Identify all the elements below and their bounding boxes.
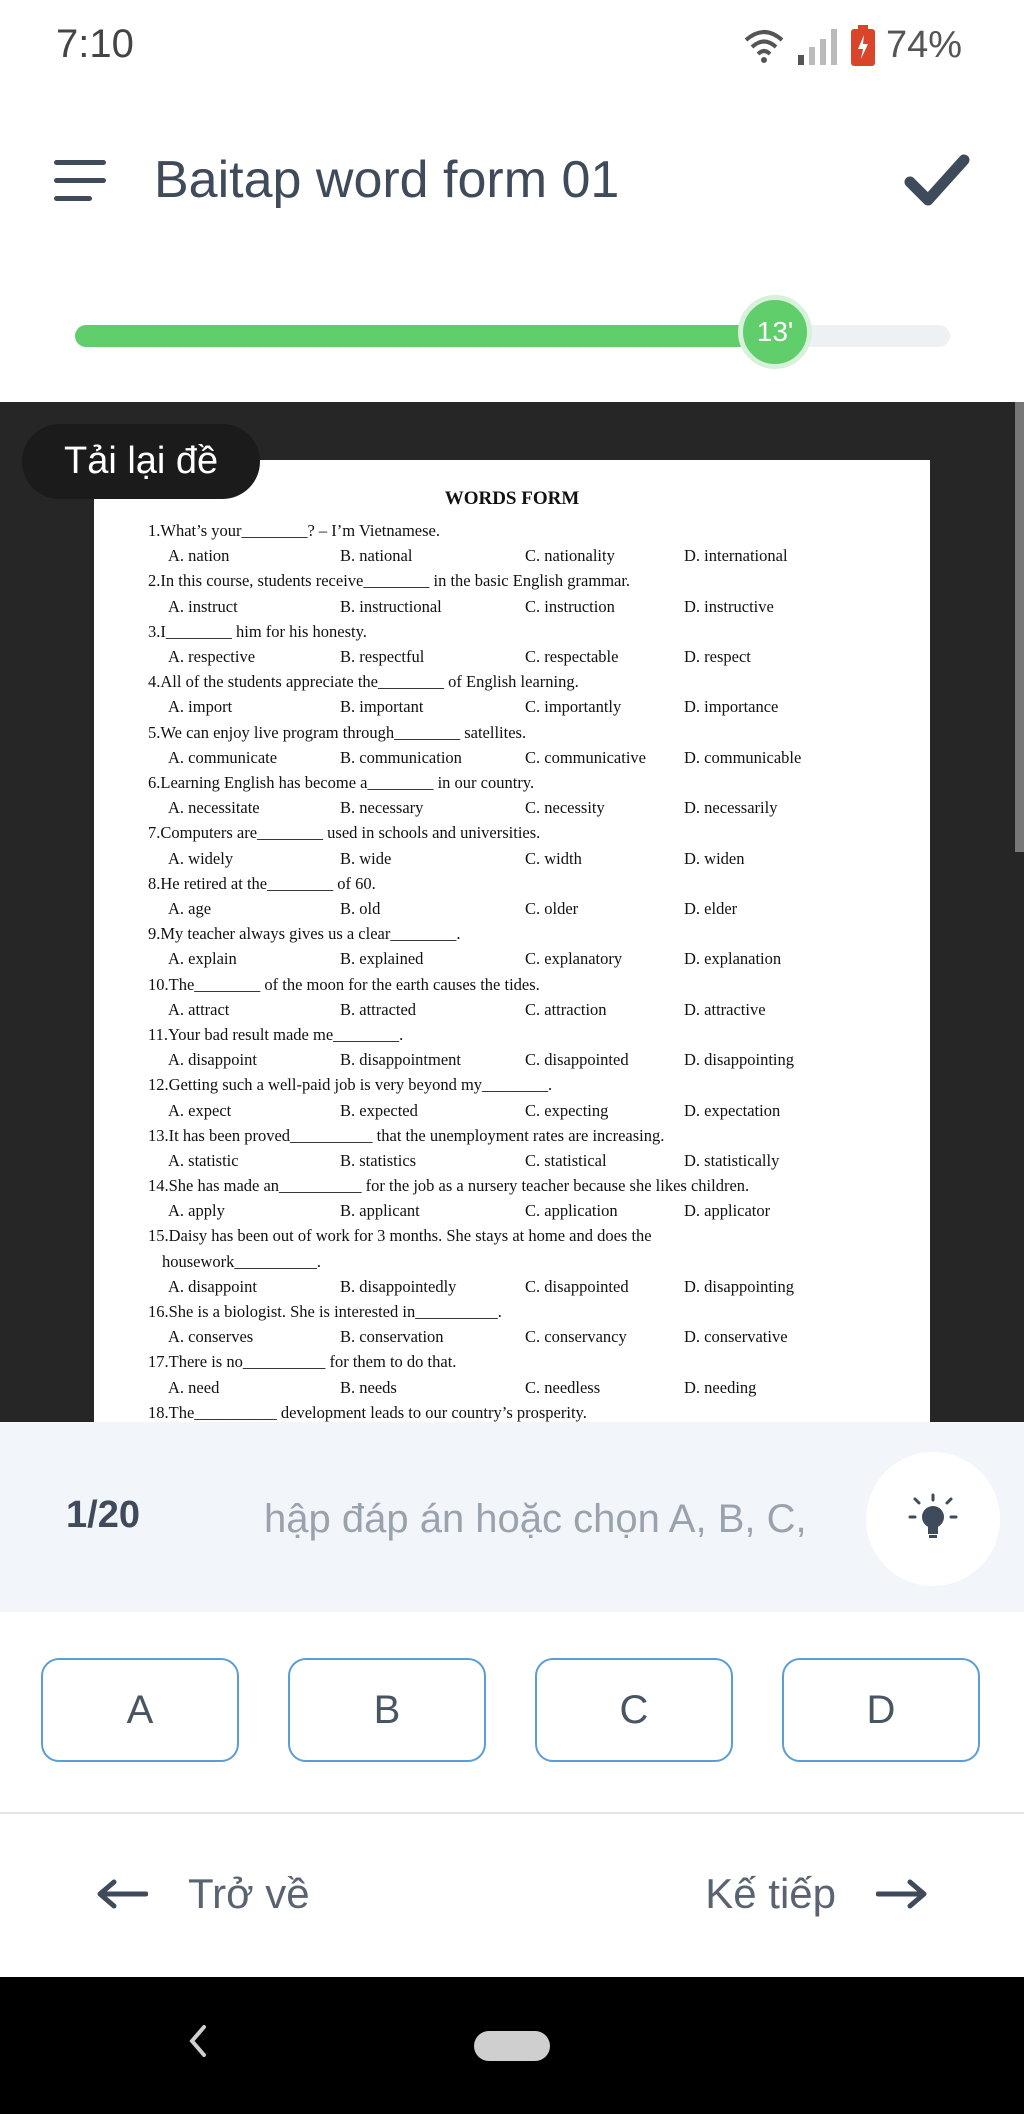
signal-icon: [796, 27, 840, 65]
option-a: A. conserves: [168, 1327, 254, 1347]
question-options: [148, 846, 908, 871]
option-d: D. expectation: [684, 1100, 781, 1120]
status-icons: [742, 24, 962, 67]
option-c: C. communicative: [525, 747, 646, 767]
option-c: C. explanatory: [525, 949, 623, 969]
choice-a-button[interactable]: A: [41, 1658, 239, 1762]
option-c: C. older: [525, 898, 579, 918]
question-text-continued: housework__________.: [162, 1251, 322, 1271]
question-text: 16.She is a biologist. She is interested in__________.: [148, 1302, 502, 1322]
timer-progress: [75, 300, 950, 370]
question-list: [148, 518, 908, 1422]
question-options: [148, 1375, 908, 1400]
question-options: [148, 1047, 908, 1072]
question-text: 12.Getting such a well-paid job is very beyond my________.: [148, 1075, 553, 1095]
battery-icon: [850, 25, 876, 67]
option-d: D. conservative: [684, 1327, 788, 1347]
system-home-pill[interactable]: [474, 2031, 550, 2061]
status-time: 7:10: [56, 22, 134, 66]
option-a: A. need: [168, 1377, 220, 1397]
question-text: 14.She has made an__________ for the job as a nursery teacher because she likes children.: [148, 1176, 750, 1196]
choice-b-button[interactable]: B: [288, 1658, 486, 1762]
option-b: B. expected: [340, 1100, 418, 1120]
question-options: [148, 594, 908, 619]
system-back-icon[interactable]: [186, 2021, 210, 2061]
timer-knob: [738, 295, 812, 369]
app-bar: [0, 120, 1024, 240]
option-b: B. explained: [340, 949, 424, 969]
next-button[interactable]: [705, 1870, 928, 1918]
option-d: D. needing: [684, 1377, 757, 1397]
hint-button[interactable]: [866, 1452, 1000, 1586]
question-text: 5.We can enjoy live program through________ satellites.: [148, 722, 527, 742]
option-c: C. instruction: [525, 596, 615, 616]
question-options: [148, 694, 908, 719]
timer-label: 13': [756, 316, 794, 347]
option-d: D. explanation: [684, 949, 782, 969]
question-text: 8.He retired at the________ of 60.: [148, 873, 376, 893]
option-a: A. age: [168, 898, 212, 918]
question-options: [148, 543, 908, 568]
question-text: 6.Learning English has become a________ in our country.: [148, 772, 535, 792]
option-b: B. old: [340, 898, 381, 918]
option-c: C. respectable: [525, 646, 619, 666]
page-title: Baitap word form 01: [154, 151, 620, 209]
reload-exam-button[interactable]: Tải lại đề: [22, 424, 260, 499]
option-a: A. statistic: [168, 1150, 239, 1170]
option-d: D. attractive: [684, 999, 766, 1019]
question-text: 10.The________ of the moon for the earth causes the tides.: [148, 974, 540, 994]
option-c: C. needless: [525, 1377, 601, 1397]
viewer-scrollbar[interactable]: [1015, 402, 1024, 852]
option-d: D. disappointing: [684, 1276, 794, 1296]
option-a: A. attract: [168, 999, 230, 1019]
question-options: [148, 997, 908, 1022]
question-options: [148, 644, 908, 669]
option-b: B. national: [340, 546, 413, 566]
option-b: B. respectful: [340, 646, 425, 666]
option-b: B. disappointment: [340, 1050, 461, 1070]
option-b: B. instructional: [340, 596, 442, 616]
question-text: 13.It has been proved__________ that the unemployment rates are increasing.: [148, 1125, 665, 1145]
question-options: [148, 946, 908, 971]
option-b: B. applicant: [340, 1201, 420, 1221]
answer-input[interactable]: [262, 1480, 826, 1558]
option-c: C. width: [525, 848, 582, 868]
option-a: A. apply: [168, 1201, 225, 1221]
option-c: C. necessity: [525, 798, 605, 818]
option-c: C. importantly: [525, 697, 622, 717]
option-d: D. international: [684, 546, 788, 566]
option-c: C. statistical: [525, 1150, 607, 1170]
question-text: 4.All of the students appreciate the________ of English learning.: [148, 672, 579, 692]
question-text: 18.The__________ development leads to our country’s prosperity.: [148, 1402, 587, 1422]
wifi-icon: [742, 28, 786, 64]
submit-check-icon[interactable]: [904, 150, 970, 210]
question-text: 3.I________ him for his honesty.: [148, 621, 367, 641]
question-text: 2.In this course, students receive________ in the basic English grammar.: [148, 571, 631, 591]
question-text: 7.Computers are________ used in schools and universities.: [148, 823, 541, 843]
timer-fill: [75, 325, 775, 347]
option-b: B. necessary: [340, 798, 424, 818]
arrow-left-icon: [96, 1879, 148, 1909]
question-options: [148, 1324, 908, 1349]
choice-d-button[interactable]: D: [782, 1658, 980, 1762]
choice-c-button[interactable]: C: [535, 1658, 733, 1762]
option-a: A. nation: [168, 546, 230, 566]
option-a: A. import: [168, 697, 233, 717]
option-c: C. expecting: [525, 1100, 609, 1120]
option-d: D. respect: [684, 646, 751, 666]
option-d: D. instructive: [684, 596, 774, 616]
option-d: D. importance: [684, 697, 779, 717]
question-text: 17.There is no__________ for them to do that.: [148, 1352, 457, 1372]
question-options: [148, 745, 908, 770]
question-counter: 1/20: [66, 1494, 140, 1536]
menu-icon[interactable]: [54, 156, 110, 204]
option-b: B. attracted: [340, 999, 417, 1019]
option-d: D. communicable: [684, 747, 802, 767]
question-text: 15.Daisy has been out of work for 3 months. She stays at home and does the: [148, 1226, 652, 1246]
answer-bar: [0, 1422, 1024, 1612]
option-a: A. explain: [168, 949, 237, 969]
battery-percent: 74%: [885, 24, 962, 66]
back-label: Trở về: [188, 1870, 310, 1917]
option-a: A. disappoint: [168, 1050, 257, 1070]
option-a: A. widely: [168, 848, 234, 868]
option-a: A. disappoint: [168, 1276, 257, 1296]
option-b: B. disappointedly: [340, 1276, 457, 1296]
option-d: D. statistically: [684, 1150, 780, 1170]
option-c: C. disappointed: [525, 1276, 629, 1296]
arrow-right-icon: [876, 1879, 928, 1909]
option-d: D. widen: [684, 848, 745, 868]
option-c: C. conservancy: [525, 1327, 627, 1347]
question-text: 1.What’s your________? – I’m Vietnamese.: [148, 521, 440, 540]
question-options: [148, 1148, 908, 1173]
option-b: B. wide: [340, 848, 392, 868]
back-button[interactable]: [96, 1870, 310, 1918]
option-a: A. expect: [168, 1100, 232, 1120]
question-options: [148, 1098, 908, 1123]
option-b: B. needs: [340, 1377, 397, 1397]
option-c: C. disappointed: [525, 1050, 629, 1070]
option-c: C. nationality: [525, 546, 615, 566]
option-d: D. necessarily: [684, 798, 778, 818]
option-b: B. statistics: [340, 1150, 417, 1170]
status-bar: [0, 0, 1024, 95]
sheet-title: WORDS FORM: [444, 488, 580, 509]
option-a: A. instruct: [168, 596, 238, 616]
exam-sheet: [94, 460, 930, 1422]
question-text: 9.My teacher always gives us a clear________.: [148, 924, 461, 944]
option-b: B. important: [340, 697, 424, 717]
divider: [0, 1812, 1024, 1814]
question-options: [148, 1274, 908, 1299]
next-label: Kế tiếp: [705, 1870, 836, 1917]
option-a: A. communicate: [168, 747, 278, 767]
system-nav-bar: [0, 1977, 1024, 2114]
option-c: C. application: [525, 1201, 618, 1221]
option-b: B. communication: [340, 747, 462, 767]
question-text: 11.Your bad result made me________.: [148, 1024, 404, 1044]
option-c: C. attraction: [525, 999, 607, 1019]
option-d: D. disappointing: [684, 1050, 794, 1070]
option-b: B. conservation: [340, 1327, 444, 1347]
lightbulb-icon: [905, 1491, 961, 1547]
question-options: [148, 896, 908, 921]
document-viewer[interactable]: [0, 402, 1024, 1422]
question-options: [148, 1198, 908, 1223]
option-d: D. elder: [684, 898, 738, 918]
option-a: A. necessitate: [168, 798, 260, 818]
option-a: A. respective: [168, 646, 256, 666]
option-d: D. applicator: [684, 1201, 771, 1221]
question-options: [148, 795, 908, 820]
